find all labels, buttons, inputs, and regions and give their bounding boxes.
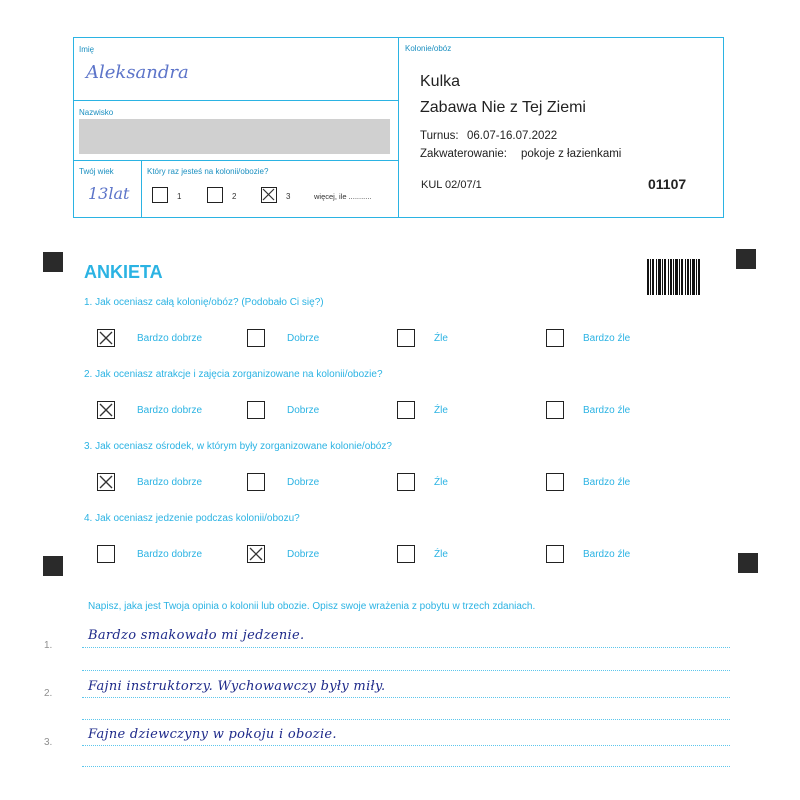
opinion-line-3-text[interactable]: Fajne dziewczyny w pokoju i obozie. (88, 727, 337, 742)
camp-code: KUL 02/07/1 (421, 179, 482, 191)
question-1-checkbox-very-bad[interactable] (546, 329, 564, 347)
times-checkbox-2[interactable] (207, 187, 223, 203)
name-divider (73, 100, 398, 101)
question-1-option-good: Dobrze (287, 333, 320, 344)
question-2-option-very-bad: Bardzo źle (583, 405, 631, 416)
opinion-line-2b (82, 719, 730, 720)
surname-label: Nazwisko (79, 108, 114, 117)
question-4-option-bad: Źle (434, 549, 448, 560)
question-2-checkbox-very-good[interactable] (97, 401, 115, 419)
survey-title: ANKIETA (84, 262, 163, 282)
question-3-option-bad: Źle (434, 477, 448, 488)
question-4-checkbox-bad[interactable] (397, 545, 415, 563)
check-mark-icon (249, 547, 263, 561)
name-label: Imię (79, 45, 95, 54)
turnus-label: Turnus: (420, 130, 459, 142)
times-option-1: 1 (177, 192, 182, 201)
question-3-text: 3. Jak oceniasz ośrodek, w którym były zorganizowane kolonie/obóz? (84, 441, 392, 452)
camp-name: Kulka (420, 73, 461, 90)
accommodation-label: Zakwaterowanie: (420, 148, 507, 160)
times-checkbox-1[interactable] (152, 187, 168, 203)
question-3-checkbox-good[interactable] (247, 473, 265, 491)
question-1-checkbox-bad[interactable] (397, 329, 415, 347)
question-2-option-very-good: Bardzo dobrze (137, 405, 203, 416)
age-divider (141, 160, 142, 218)
opinion-line-2a (82, 697, 730, 698)
question-4-checkbox-very-good[interactable] (97, 545, 115, 563)
opinion-line-1-text[interactable]: Bardzo smakowało mi jedzenie. (88, 628, 305, 643)
surname-divider (73, 160, 398, 161)
check-mark-icon (99, 403, 113, 417)
question-1-checkbox-good[interactable] (247, 329, 265, 347)
check-mark-icon (262, 188, 275, 201)
opinion-line-3-number: 3. (44, 737, 53, 748)
registration-marker-bottom-left (43, 556, 63, 576)
age-value[interactable]: 13lat (88, 184, 130, 203)
question-4-checkbox-very-bad[interactable] (546, 545, 564, 563)
question-1-option-very-bad: Bardzo źle (583, 333, 631, 344)
opinion-line-2-number: 2. (44, 688, 53, 699)
question-2-option-bad: Źle (434, 405, 448, 416)
age-label: Twój wiek (79, 167, 114, 176)
question-4-option-good: Dobrze (287, 549, 320, 560)
opinion-line-3a (82, 745, 730, 746)
question-3-option-very-bad: Bardzo źle (583, 477, 631, 488)
check-mark-icon (99, 475, 113, 489)
times-option-2: 2 (232, 192, 237, 201)
question-3-checkbox-bad[interactable] (397, 473, 415, 491)
question-4-text: 4. Jak oceniasz jedzenie podczas kolonii/obozu? (84, 513, 300, 524)
form-number: 01107 (648, 176, 687, 192)
opinion-prompt: Napisz, jaka jest Twoja opinia o kolonii lub obozie. Opisz swoje wrażenia z pobytu w trzech zdaniach. (88, 601, 536, 612)
question-1-checkbox-very-good[interactable] (97, 329, 115, 347)
question-2-checkbox-very-bad[interactable] (546, 401, 564, 419)
barcode-icon (647, 259, 701, 295)
camp-title: Zabawa Nie z Tej Ziemi (420, 99, 586, 116)
accommodation-value: pokoje z łazienkami (521, 148, 622, 160)
registration-marker-top-left (43, 252, 63, 272)
camp-label: Kolonie/obóz (405, 44, 452, 53)
opinion-line-1-number: 1. (44, 640, 53, 651)
question-1-option-very-good: Bardzo dobrze (137, 333, 203, 344)
header-divider (398, 37, 399, 218)
question-2-checkbox-good[interactable] (247, 401, 265, 419)
question-4-option-very-bad: Bardzo źle (583, 549, 631, 560)
registration-marker-bottom-right (738, 553, 758, 573)
turnus-value: 06.07-16.07.2022 (467, 130, 558, 142)
question-4-option-very-good: Bardzo dobrze (137, 549, 203, 560)
name-value[interactable]: Aleksandra (86, 62, 189, 83)
question-4-checkbox-good[interactable] (247, 545, 265, 563)
check-mark-icon (99, 331, 113, 345)
question-2-text: 2. Jak oceniasz atrakcje i zajęcia zorganizowane na kolonii/obozie? (84, 369, 383, 380)
question-2-option-good: Dobrze (287, 405, 320, 416)
question-3-checkbox-very-good[interactable] (97, 473, 115, 491)
times-checkbox-3[interactable] (261, 187, 277, 203)
opinion-line-1a (82, 647, 730, 648)
times-more: więcej, ile ........... (314, 192, 372, 201)
question-3-checkbox-very-bad[interactable] (546, 473, 564, 491)
question-1-option-bad: Źle (434, 333, 448, 344)
opinion-line-1b (82, 670, 730, 671)
times-option-3: 3 (286, 192, 291, 201)
surname-redaction (79, 119, 390, 154)
times-label: Który raz jesteś na kolonii/obozie? (147, 167, 269, 176)
question-2-checkbox-bad[interactable] (397, 401, 415, 419)
registration-marker-top-right (736, 249, 756, 269)
question-3-option-good: Dobrze (287, 477, 320, 488)
question-1-text: 1. Jak oceniasz całą kolonię/obóz? (Podobało Ci się?) (84, 297, 324, 308)
opinion-line-3b (82, 766, 730, 767)
question-3-option-very-good: Bardzo dobrze (137, 477, 203, 488)
opinion-line-2-text[interactable]: Fajni instruktorzy. Wychowawczy były miły. (88, 679, 386, 694)
